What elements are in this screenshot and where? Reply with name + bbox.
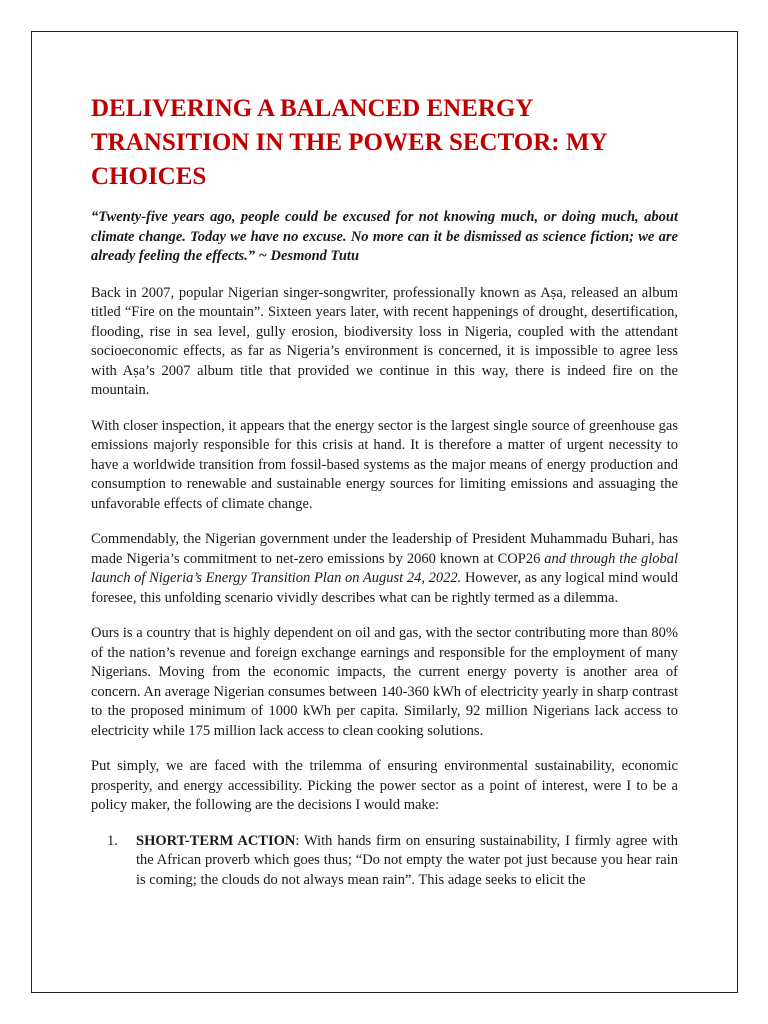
- epigraph-quote: “Twenty-five years ago, people could be excused for not knowing much, or doing much, about climate change. Today we have no excuse. No more can it be dismissed as science fiction; we are already feeling the effects.” ~ Desmond Tutu: [91, 209, 678, 264]
- paragraph-5: Put simply, we are faced with the trilemma of ensuring environmental sustainability, economic prosperity, and energy accessibility. Picking the power sector as a point of interest, were I to be a policy maker, the following are the decisions I would make:: [91, 758, 678, 813]
- paragraph-3-italic: and through the global launch of Nigeria’s Energy Transition Plan on August 24, 2022.: [91, 550, 678, 586]
- paragraph-3-start: Commendably, the Nigerian government under the leadership of President Muhammadu Buhari, has made Nigeria’s commitment to net-zero emissions by 2060 known at COP26: [91, 531, 678, 567]
- paragraph-3-end: However, as any logical mind would foresee, this unfolding scenario vividly describes what can be rightly termed as a dilemma.: [91, 570, 678, 606]
- list-item-text: : With hands firm on ensuring sustainability, I firmly agree with the African proverb which goes thus; “Do not empty the water pot just because you hear rain is coming; the clouds do not always mean rain”. This adage seeks to elicit the: [136, 832, 678, 888]
- paragraph-4: Ours is a country that is highly dependent on oil and gas, with the sector contributing more than 80% of the nation’s revenue and foreign exchange earnings and responsible for the employment of many Nigerians. Moving from the economic impacts, the current energy poverty is another area of concern. An average Nigerian consumes between 140-360 kWh of electricity yearly in sharp contrast to the proposed minimum of 1000 kWh per capita. Similarly, 92 million Nigerians lack access to electricity while 175 million lack access to clean cooking solutions.: [91, 625, 678, 739]
- paragraph-1: Back in 2007, popular Nigerian singer-songwriter, professionally known as Aṣa, released an album titled “Fire on the mountain”. Sixteen years later, with recent happenings of drought, desertification, flooding, rise in sea level, gully erosion, biodiversity loss in Nigeria, coupled with the attendant socioeconomic effects, as far as Nigeria’s environment is concerned, it is impossible to agree less with Aṣa’s 2007 album title that provided we continue in this way, there is indeed fire on the mountain.: [91, 284, 678, 398]
- list-item-heading: SHORT-TERM ACTION: [136, 832, 296, 849]
- list-item: [91, 832, 678, 891]
- document-body: [91, 92, 678, 890]
- document-title: DELIVERING A BALANCED ENERGY TRANSITION IN THE POWER SECTOR: MY CHOICES: [91, 95, 607, 190]
- paragraph-2: With closer inspection, it appears that the energy sector is the largest single source of greenhouse gas emissions majorly responsible for this crisis at hand. It is therefore a matter of urgent necessity to have a worldwide transition from fossil-based systems as the major means of energy production and consumption to renewable and sustainable energy sources for limiting emissions and assuaging the unfavorable effects of climate change.: [91, 417, 678, 512]
- paragraph-3: [91, 530, 678, 608]
- list-item-number: 1.: [107, 832, 118, 849]
- decisions-list: [91, 832, 678, 891]
